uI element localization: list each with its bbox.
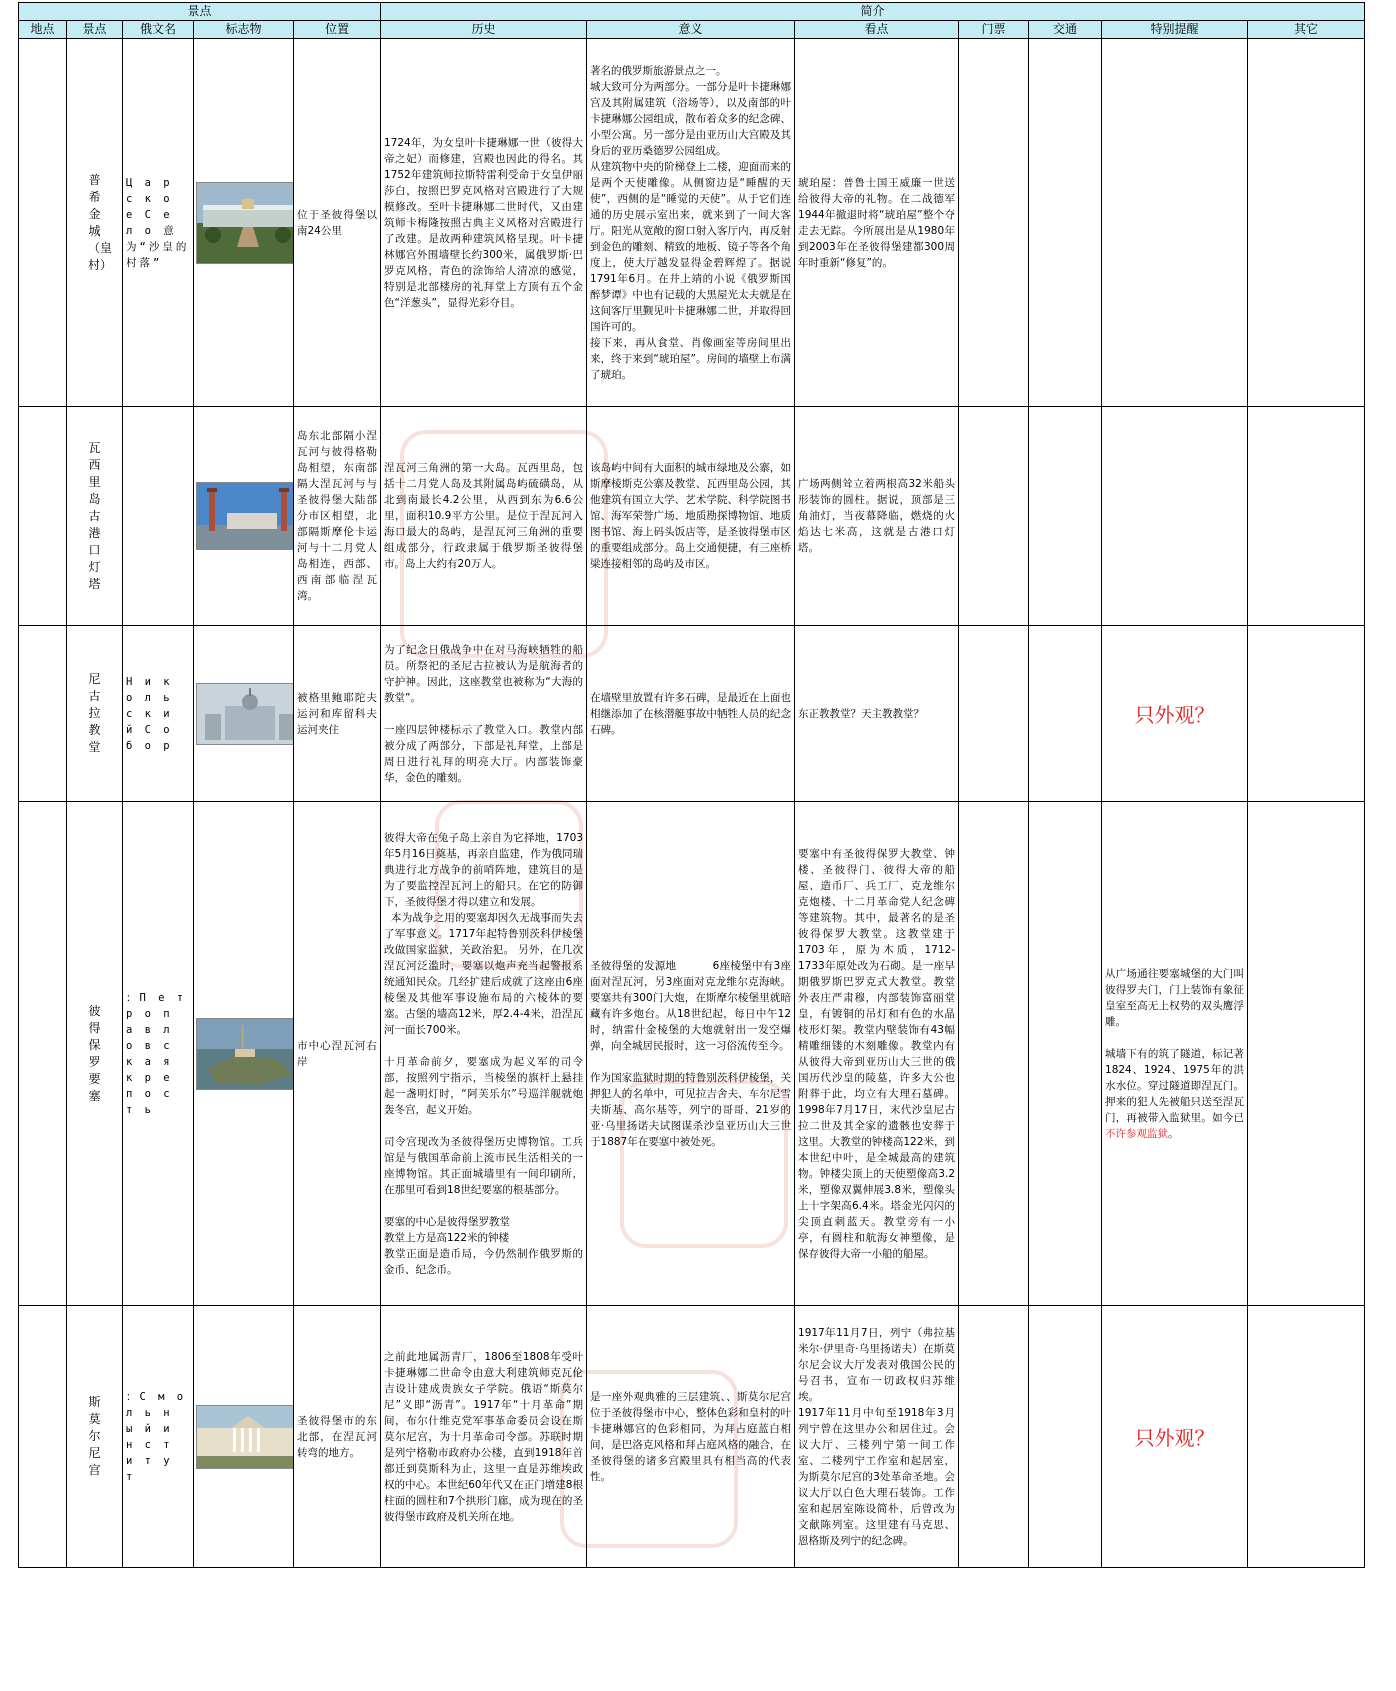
attraction-name-cell[interactable]: 瓦西里岛古港口灯塔 — [67, 407, 123, 626]
peter-paul-fortress-photo — [196, 1018, 294, 1090]
attraction-name-cell[interactable]: 斯莫尔尼宫 — [67, 1306, 123, 1568]
place-cell[interactable] — [19, 626, 67, 802]
reminder-cell[interactable]: 从广场通往要塞城堡的大门叫彼得罗夫门，门上装饰有象征皇室至高无上权势的双头鹰浮雕。 城墙下有的筑了隧道，标记著1824、1924、1975年的洪水水位。穿过隧道即涅瓦门。押来的犯人先被船只送至涅瓦门，再被带入监狱里。如今已不许参观监狱。 — [1102, 802, 1248, 1306]
rostral-columns-photo — [196, 482, 294, 550]
prison-closed-note: 不许参观监狱 — [1105, 1127, 1169, 1140]
landmark-cell[interactable] — [194, 407, 294, 626]
transport-cell[interactable] — [1029, 39, 1102, 407]
group-header-intro: 简介 — [381, 3, 1365, 21]
other-cell[interactable] — [1248, 626, 1365, 802]
col-header-russian-name[interactable]: 俄文名 — [123, 21, 194, 39]
transport-cell[interactable] — [1029, 1306, 1102, 1568]
other-cell[interactable] — [1248, 1306, 1365, 1568]
col-header-place[interactable]: 地点 — [19, 21, 67, 39]
table-row — [19, 39, 1365, 407]
col-header-meaning[interactable]: 意义 — [587, 21, 795, 39]
russian-name-cell[interactable]: Ц а р с к о е С е л о 意为“沙皇的村落” — [123, 39, 194, 407]
place-cell[interactable] — [19, 39, 67, 407]
history-cell[interactable]: 1724年，为女皇叶卡捷琳娜一世（彼得大帝之妃）而修建，宫殿也因此的得名。其1752年建筑师拉斯特雷利受命于女皇伊丽莎白，按照巴罗克风格对宫殿进行了大规模修改。至叶卡捷琳娜二世时代，又由建筑师卡梅隆按照古典主义风格对宫殿进行了改建。是故两种建筑风格呈现。叶卡捷林娜宫外围墙壁长约300米，属俄罗斯·巴罗克风格，青色的涂饰给人清凉的感觉，特别是北部楼房的礼拜堂上方顶有五个金色“洋葱头”，显得光彩夺目。 — [381, 39, 587, 407]
russian-name-cell[interactable]: Н и к о л ь с к и й С о б о р — [123, 626, 194, 802]
st-nicholas-cathedral-photo — [196, 683, 294, 745]
table-row — [19, 626, 1365, 802]
meaning-cell[interactable]: 著名的俄罗斯旅游景点之一。 城大致可分为两部分。一部分是叶卡捷琳娜宫及其附属建筑（浴场等），以及南部的叶卡捷琳娜公园组成，散布着众多的纪念碑、小型公寓。另一部分是由亚历山大宫殿及其身后的亚历桑德罗公园组成。 从建筑物中央的阶梯登上二楼，迎面而来的是两个天使雕像。从侧窗边是“睡醒的天使”，西侧的是“睡觉的天使”。从于它们连通的历史展示室出来，就来到了一间大客厅。阳光从宽敞的窗口射入客厅内，再反射到金色的雕刻、精致的地板、镜子等各个角度上，使大厅越发显得金碧辉煌了。据说1791年6月。在井上靖的小说《俄罗斯国醉梦谭》中也有记载的大黑屋光太夫就是在这间客厅里觐见叶卡捷琳娜二世，并取得回国许可的。 接下来，再从食堂、肖像画室等房间里出来，终于来到“琥珀屋”。房间的墙壁上布满了琥珀。 — [587, 39, 795, 407]
other-cell[interactable] — [1248, 802, 1365, 1306]
highlights-cell[interactable]: 广场两侧耸立着两根高32米船头形装饰的圆柱。据说，顶部是三角油灯，当夜幕降临，燃烧的火焰达七米高，这就是古港口灯塔。 — [795, 407, 959, 626]
attraction-spreadsheet — [18, 2, 1365, 1568]
ticket-cell[interactable] — [959, 626, 1029, 802]
landmark-cell[interactable] — [194, 802, 294, 1306]
place-cell[interactable] — [19, 407, 67, 626]
col-header-reminder[interactable]: 特别提醒 — [1102, 21, 1248, 39]
attraction-name-cell[interactable]: 尼古拉教堂 — [67, 626, 123, 802]
history-cell[interactable]: 之前此地属沥青厂，1806至1808年受叶卡捷琳娜二世命令由意大利建筑师克瓦伦吉设计建成贵族女子学院。俄语“斯莫尔尼”义即“沥青”。1917年“十月革命”期间，布尔什维克党军事革命委员会设在斯莫尔尼宫，为十月革命司令部。苏联时期是列宁格勒市政府办公楼，直到1918年首都迁到莫斯科为止，这里一直是苏维埃政权的中心。本世纪60年代又在正门增建8根柱面的圆柱和7个拱形门廊，成为现在的圣彼得堡市政府及机关所在地。 — [381, 1306, 587, 1568]
other-cell[interactable] — [1248, 39, 1365, 407]
reminder-cell[interactable] — [1102, 39, 1248, 407]
table-row — [19, 1306, 1365, 1568]
ticket-cell[interactable] — [959, 802, 1029, 1306]
russian-name-cell[interactable] — [123, 407, 194, 626]
group-header-scenic: 景点 — [19, 3, 381, 21]
meaning-cell[interactable]: 该岛屿中间有大面积的城市绿地及公寨，如斯摩棱斯克公寨及教堂、瓦西里岛公园，其他建筑有国立大学、艺术学院、科学院图书馆、海军荣誉广场、地质勘探博物馆、地质图书馆、海上码头饭店等，是圣彼得堡市区的重要组成部分。岛上交通便捷，有三座桥梁连接相邻的岛屿及市区。 — [587, 407, 795, 626]
transport-cell[interactable] — [1029, 626, 1102, 802]
column-header-row — [19, 21, 1365, 39]
meaning-cell[interactable]: 是一座外观典雅的三层建筑、、斯莫尔尼宫位于圣彼得堡市中心，整体色彩和皇村的叶卡捷琳娜宫的色彩相同，为拜占庭蓝白相间，是巴洛克风格和拜占庭风格的融合，在圣彼得堡的诸多宫殿里具有相当高的代表性。 — [587, 1306, 795, 1568]
transport-cell[interactable] — [1029, 407, 1102, 626]
highlights-cell[interactable]: 琥珀屋：普鲁士国王威廉一世送给彼得大帝的礼物。在二战德军1944年撤退时将“琥珀屋”整个夺走去无踪。今所展出是从1980年到2003年在圣彼得堡建都300周年时重新“修复”的。 — [795, 39, 959, 407]
highlights-cell[interactable]: 东正教教堂？天主教教堂？ — [795, 626, 959, 802]
place-cell[interactable] — [19, 802, 67, 1306]
ticket-cell[interactable] — [959, 407, 1029, 626]
attraction-name-cell[interactable]: 彼得保罗要塞 — [67, 802, 123, 1306]
location-cell[interactable]: 被格里鲍耶陀夫运河和库留科夫运河夹住 — [294, 626, 381, 802]
landmark-cell[interactable] — [194, 626, 294, 802]
col-header-landmark[interactable]: 标志物 — [194, 21, 294, 39]
col-header-history[interactable]: 历史 — [381, 21, 587, 39]
highlights-cell[interactable]: 要塞中有圣彼得保罗大教堂、钟楼、圣彼得门、彼得大帝的船屋、造币厂、兵工厂、克龙维尔克炮楼、十二月革命党人纪念碑等建筑物。其中，最著名的是圣彼得保罗大教堂。这教堂建于1703年，原为木质，1712-1733年原处改为石砌。是一座早期俄罗斯巴罗克式大教堂。教堂外表庄严肃穆，内部装饰富丽堂皇，有镀铜的吊灯和有色的水晶枝形灯架。教堂内壁装饰有43幅精雕细镂的木刻雕像。教堂内有从彼得大帝到亚历山大三世的俄国历代沙皇的陵墓，许多大公也附葬于此，均立有大理石墓碑。1998年7月17日，末代沙皇尼古拉二世及其全家的遗骸也安葬于这里。大教堂的钟楼高122米，到本世纪中叶，是全城最高的建筑物。钟楼尖顶上的天使塑像高3.2米，塑像双翼伸展3.8米，塑像头上十字架高6.4米。塔金光闪闪的尖顶直刺蓝天。教堂旁有一小亭，有圆柱和航海女神塑像，是保存彼得大帝一小船的船屋。 — [795, 802, 959, 1306]
col-header-location[interactable]: 位置 — [294, 21, 381, 39]
reminder-cell[interactable]: 只外观？ — [1102, 626, 1248, 802]
attraction-name-cell[interactable]: 普希金城（皇村） — [67, 39, 123, 407]
transport-cell[interactable] — [1029, 802, 1102, 1306]
russian-name-cell[interactable]: ：П е т р о п а в л о в с к а я к р е п о с т ь — [123, 802, 194, 1306]
location-cell[interactable]: 市中心涅瓦河右岸 — [294, 802, 381, 1306]
col-header-attraction[interactable]: 景点 — [67, 21, 123, 39]
history-cell[interactable]: 为了纪念日俄战争中在对马海峡牺牲的船员。所祭祀的圣尼古拉被认为是航海者的守护神。因此，这座教堂也被称为“大海的教堂”。 一座四层钟楼标示了教堂入口。教堂内部被分成了两部分，下部是礼拜堂，上部是周日进行礼拜的明亮大厅。内部装饰豪华，金色的雕刻。 — [381, 626, 587, 802]
col-header-other[interactable]: 其它 — [1248, 21, 1365, 39]
table-row — [19, 802, 1365, 1306]
meaning-cell[interactable]: 圣彼得堡的发源地 6座棱堡中有3座面对涅瓦河，另3座面对克龙维尔克海峡。要塞共有300门大炮，在斯摩尔棱堡里就暗藏有许多炮台。从18世纪起，每日中午12时，纳雷什金棱堡的大炮就射出一发空爆弹，向全城居民报时，这一习俗流传至今。 作为国家监狱时期的特鲁别茨科伊棱堡，关押犯人的名单中，可见拉吉舍夫、车尔尼雪夫斯基、高尔基等，列宁的哥哥、21岁的亚·乌里扬诺夫试图谋杀沙皇亚历山大三世于1887年在要塞中被处死。 — [587, 802, 795, 1306]
russian-name-cell[interactable]: ：С м о л ь н ы й и н с т и т у т — [123, 1306, 194, 1568]
other-cell[interactable] — [1248, 407, 1365, 626]
smolny-institute-photo — [196, 1405, 294, 1469]
history-cell[interactable]: 彼得大帝在兔子岛上亲自为它择地，1703年5月16日奠基，再亲自监建，作为俄同瑞典进行北方战争的前哨阵地，建筑目的是为了要监控涅瓦河上的船只。在它的防御下，圣彼得堡才得以建立和发展。 本为战争之用的要塞却因久无战事而失去了军事意义。1717年起特鲁别茨科伊棱堡改做国家监狱，关政治犯。 另外，在几次涅瓦河泛滥时，要塞以炮声充当起警报系统通知民众。几经扩建后成就了这座由6座棱堡及其他军事设施布局的六棱体的要塞。古堡的墙高12米，厚2.4-4米，沿涅瓦河一面长700米。 十月革命前夕，要塞成为起义军的司令部，按照列宁指示，当棱堡的旗杆上悬挂起一盏明灯时，“阿芙乐尔”号巡洋舰就炮轰冬宫，起义开始。 司令宫现改为圣彼得堡历史博物馆。工兵馆是与俄国革命前上流市民生活相关的一座博物馆。其正面城墙里有一间印刷所，在那里可看到18世纪要塞的根基部分。 要塞的中心是彼得堡罗教堂 教堂上方是高122米的钟楼 教堂正面是造币局，今仍然制作俄罗斯的金币、纪念币。 — [381, 802, 587, 1306]
catherine-palace-photo — [196, 182, 294, 264]
group-header-row — [19, 3, 1365, 21]
landmark-cell[interactable] — [194, 1306, 294, 1568]
location-cell[interactable]: 位于圣彼得堡以南24公里 — [294, 39, 381, 407]
highlights-cell[interactable]: 1917年11月7日，列宁（弗拉基米尔·伊里奇·乌里扬诺夫）在斯莫尔尼会议大厅发表对俄国公民的号召书，宣布一切政权归苏维埃。 1917年11月中旬至1918年3月列宁曾在这里办公和居住过。会议大厅、三楼列宁第一间工作室、二楼列宁工作室和起居室，为斯莫尔尼宫的3处革命圣地。会议大厅以白色大理石装饰。工作室和起居室陈设简朴，后曾改为文献陈列室。这里建有马克思、恩格斯及列宁的纪念碑。 — [795, 1306, 959, 1568]
ticket-cell[interactable] — [959, 39, 1029, 407]
meaning-cell[interactable]: 在墙壁里放置有许多石碑，是最近在上面也相继添加了在核潜艇事故中牺牲人员的纪念石碑。 — [587, 626, 795, 802]
location-cell[interactable]: 岛东北部隔小涅瓦河与彼得格勒岛相望，东南部隔大涅瓦河与与圣彼得堡大陆部分市区相望，北部隔斯摩伦卡运河与十二月党人岛相连，西部、西南部临涅瓦湾。 — [294, 407, 381, 626]
reminder-cell[interactable] — [1102, 407, 1248, 626]
place-cell[interactable] — [19, 1306, 67, 1568]
landmark-cell[interactable] — [194, 39, 294, 407]
col-header-transport[interactable]: 交通 — [1029, 21, 1102, 39]
table-row — [19, 407, 1365, 626]
col-header-highlights[interactable]: 看点 — [795, 21, 959, 39]
ticket-cell[interactable] — [959, 1306, 1029, 1568]
history-cell[interactable]: 涅瓦河三角洲的第一大岛。瓦西里岛，包括十二月党人岛及其附属岛屿硫磺岛，从北到南最长4.2公里，从西到东为6.6公里，面积10.9平方公里。是位于涅瓦河入海口最大的岛屿，是涅瓦河三角洲的重要组成部分，行政隶属于俄罗斯圣彼得堡市。岛上大约有20万人。 — [381, 407, 587, 626]
reminder-cell[interactable]: 只外观？ — [1102, 1306, 1248, 1568]
col-header-ticket[interactable]: 门票 — [959, 21, 1029, 39]
location-cell[interactable]: 圣彼得堡市的东北部，在涅瓦河转弯的地方。 — [294, 1306, 381, 1568]
